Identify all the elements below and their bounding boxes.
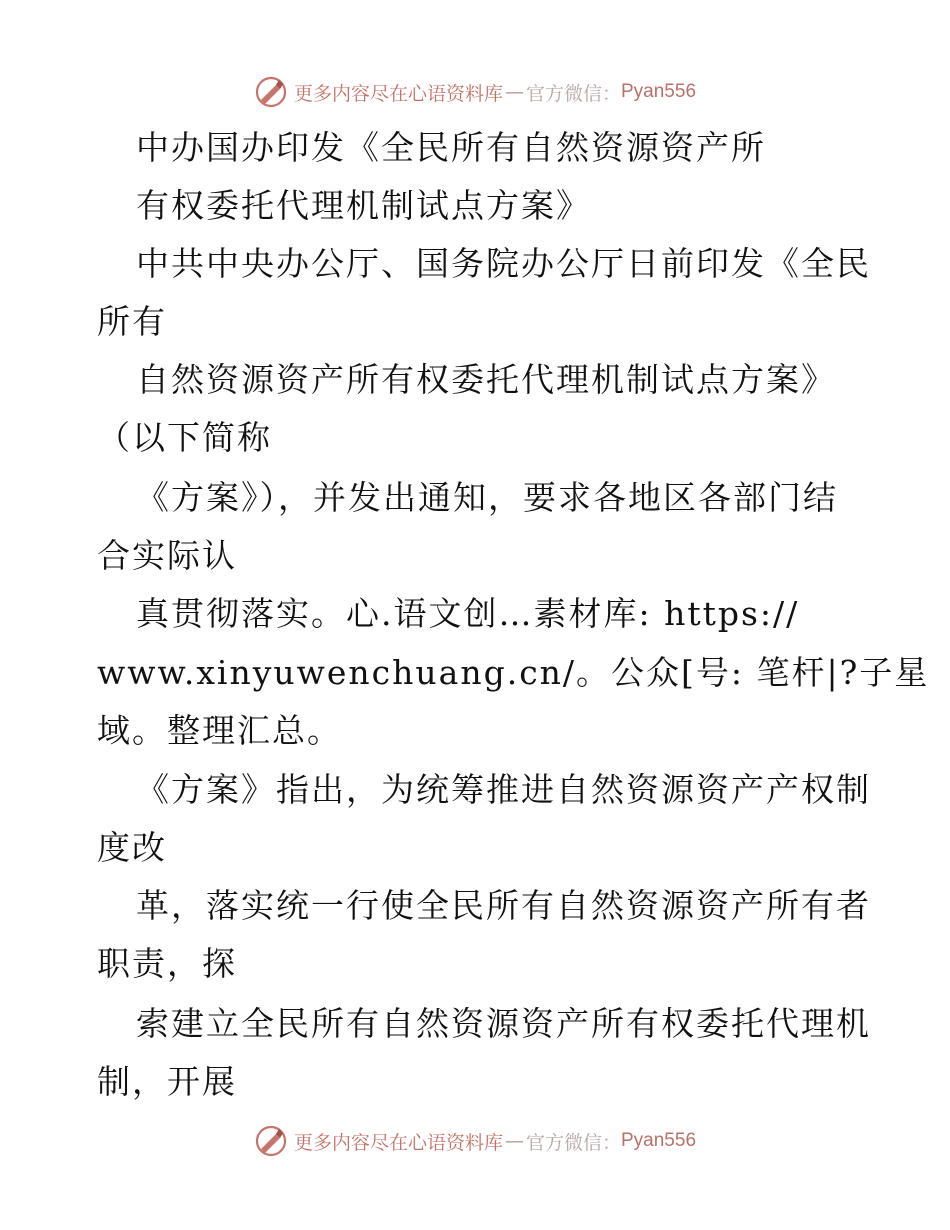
body-line: 真贯彻落实。心.语文创…素材库: https:// <box>136 594 800 633</box>
body-line: 革，落实统一行使全民所有自然资源资产所有者 <box>136 886 871 925</box>
body-line: 合实际认 <box>97 536 237 575</box>
watermark-wechat-id: Pyan556 <box>621 1130 697 1151</box>
body-line: 度改 <box>97 828 167 867</box>
body-line: 职责，探 <box>97 944 237 983</box>
body-line: 《方案》），并发出通知，要求各地区各部门结 <box>136 478 838 517</box>
body-line: 索建立全民所有自然资源资产所有权委托代理机 <box>136 1004 871 1043</box>
pen-logo-icon <box>254 1124 288 1158</box>
watermark-text: 更多内容尽在心语资料库 <box>293 82 503 105</box>
title-line-1: 中办国办印发《全民所有自然资源资产所 <box>136 128 766 167</box>
body-line: 中共中央办公厅、国务院办公厅日前印发《全民 <box>136 244 871 283</box>
body-line: www.xinyuwenchuang.cn/。公众[号: 笔杆|?子星 <box>97 653 930 692</box>
watermark-wechat-id: Pyan556 <box>621 81 697 102</box>
watermark-text: 更多内容尽在心语资料库 <box>293 1131 503 1154</box>
body-line: 自然资源资产所有权委托代理机制试点方案》 <box>136 360 836 399</box>
title-line-2: 有权委托代理机制试点方案》 <box>136 186 591 225</box>
body-line: 《方案》指出，为统筹推进自然资源资产产权制 <box>136 770 871 809</box>
watermark-dash: — <box>504 1130 524 1152</box>
body-line: 域。整理汇总。 <box>97 711 342 750</box>
body-line: 制，开展 <box>97 1062 237 1101</box>
watermark-official-label: 官方微信： <box>525 1131 621 1154</box>
body-line: （以下简称 <box>97 418 272 457</box>
watermark-dash: — <box>504 81 524 103</box>
body-line: 所有 <box>97 302 167 341</box>
footer-watermark <box>0 1121 950 1161</box>
watermark-official-label: 官方微信： <box>525 82 621 105</box>
